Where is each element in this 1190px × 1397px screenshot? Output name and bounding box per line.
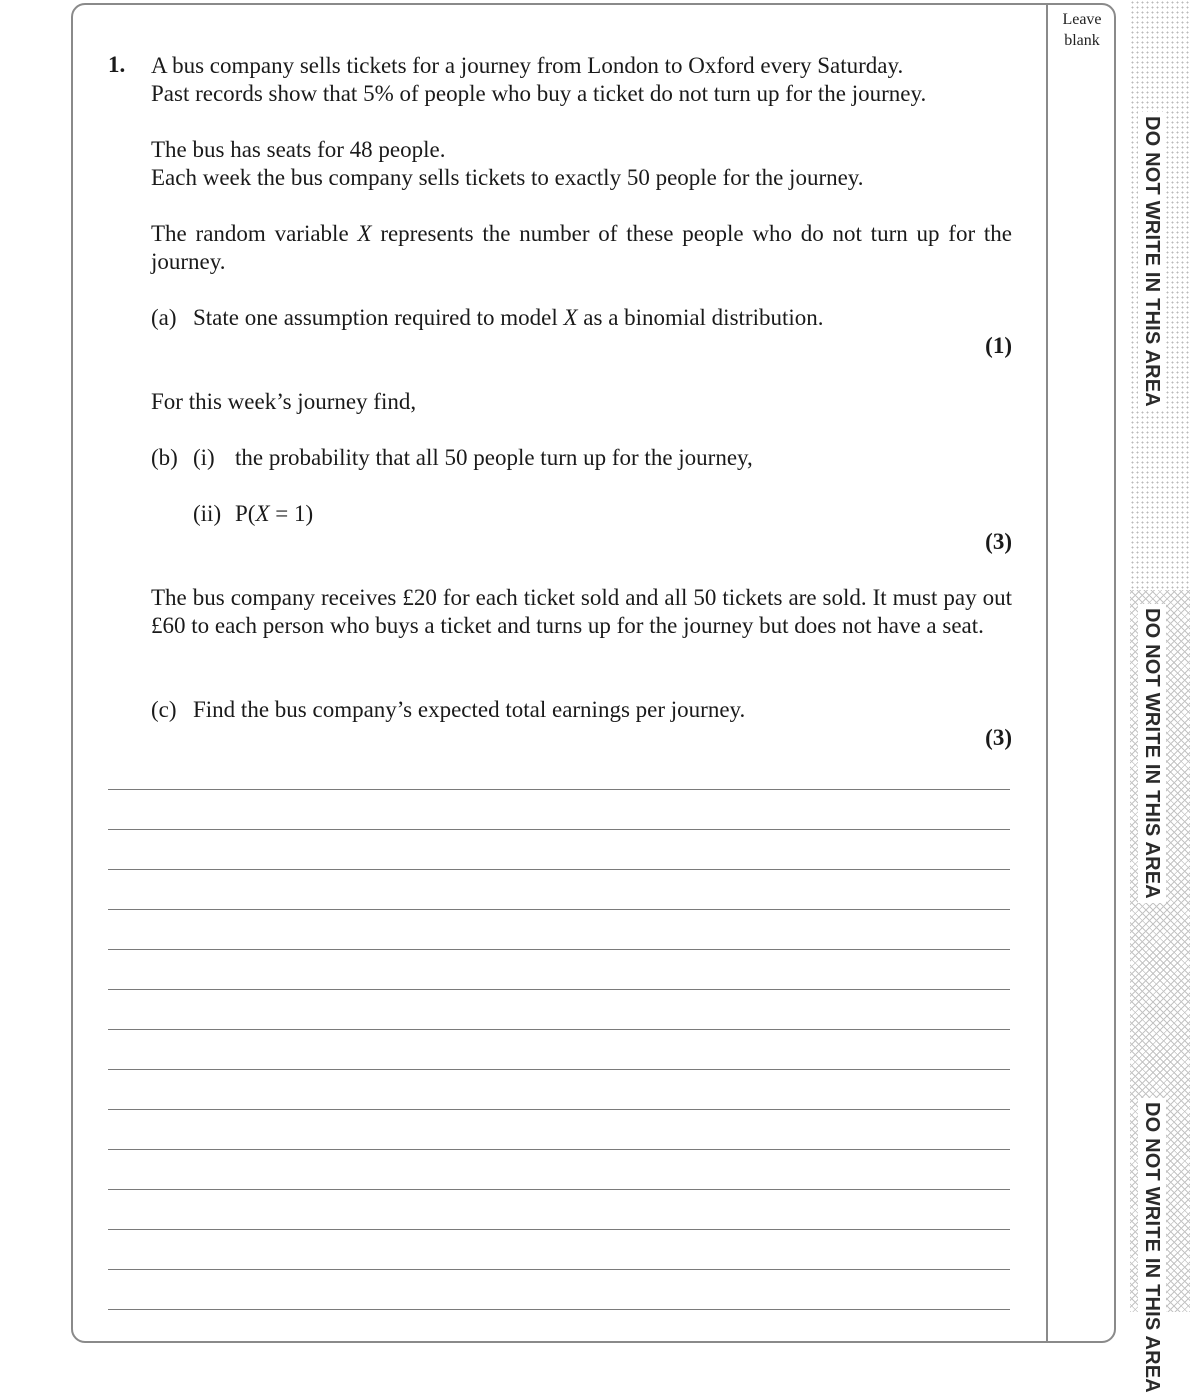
intro-line-2: Past records show that 5% of people who buy a ticket do not turn up for the journey.	[151, 81, 927, 106]
leave-blank-column-divider	[1046, 3, 1048, 1343]
earnings-paragraph: The bus company receives £20 for each ticket sold and all 50 tickets are sold. It must pay out £60 to each person who buys a ticket and turns up for the journey but does not have a seat.	[151, 585, 1012, 638]
margin-label-2: DO NOT WRITE IN THIS AREA	[1138, 604, 1166, 903]
answer-line[interactable]	[108, 829, 1010, 830]
part-b-label: (b)	[151, 445, 178, 470]
part-c-marks: (3)	[985, 725, 1012, 750]
answer-line[interactable]	[108, 909, 1010, 910]
part-a-symbol: X	[563, 305, 578, 330]
part-a-text-2: as a binomial distribution.	[583, 305, 824, 330]
answer-line[interactable]	[108, 1029, 1010, 1030]
part-c-text: Find the bus company’s expected total earnings per journey.	[193, 697, 746, 722]
sales-line: Each week the bus company sells tickets to exactly 50 people for the journey.	[151, 165, 864, 190]
part-b-ii-text-1: P(	[235, 501, 256, 526]
answer-line[interactable]	[108, 1109, 1010, 1110]
answer-line[interactable]	[108, 1229, 1010, 1230]
margin-label-1: DO NOT WRITE IN THIS AREA	[1138, 112, 1166, 411]
answer-line[interactable]	[108, 869, 1010, 870]
part-b-ii-symbol: X	[255, 501, 270, 526]
answer-line[interactable]	[108, 949, 1010, 950]
part-b-i-label: (i)	[193, 445, 215, 470]
question-number: 1.	[108, 52, 126, 77]
answer-line[interactable]	[108, 1309, 1010, 1310]
rv-symbol: X	[357, 221, 372, 246]
answer-line[interactable]	[108, 989, 1010, 990]
part-a-label: (a)	[151, 305, 177, 330]
answer-line[interactable]	[108, 1189, 1010, 1190]
margin-label-3: DO NOT WRITE IN THIS AREA	[1138, 1098, 1166, 1397]
seats-line: The bus has seats for 48 people.	[151, 137, 446, 162]
page-frame	[71, 3, 1116, 1343]
part-a-marks: (1)	[985, 333, 1012, 358]
answer-line[interactable]	[108, 789, 1010, 790]
part-b-i-text: the probability that all 50 people turn up for the journey,	[235, 445, 753, 470]
intro-line-1: A bus company sells tickets for a journey from London to Oxford every Saturday.	[151, 53, 904, 78]
part-c-label: (c)	[151, 697, 177, 722]
rv-text-2: represents the number of these people who do not turn up for the journey.	[151, 221, 1013, 274]
answer-line[interactable]	[108, 1269, 1010, 1270]
leave-blank-label: Leave blank	[1062, 11, 1102, 49]
rv-text-1: The random variable	[151, 221, 349, 246]
find-intro: For this week’s journey find,	[151, 389, 417, 414]
part-b-ii-text	[235, 500, 313, 528]
part-a-text	[193, 304, 824, 332]
part-a-text-1: State one assumption required to model	[193, 305, 558, 330]
part-b-ii-label: (ii)	[193, 501, 222, 526]
answer-line[interactable]	[108, 1149, 1010, 1150]
part-b-marks: (3)	[985, 529, 1012, 554]
answer-line[interactable]	[108, 1069, 1010, 1070]
part-b-ii-text-2: = 1)	[269, 501, 314, 526]
random-variable-paragraph	[151, 220, 1012, 276]
